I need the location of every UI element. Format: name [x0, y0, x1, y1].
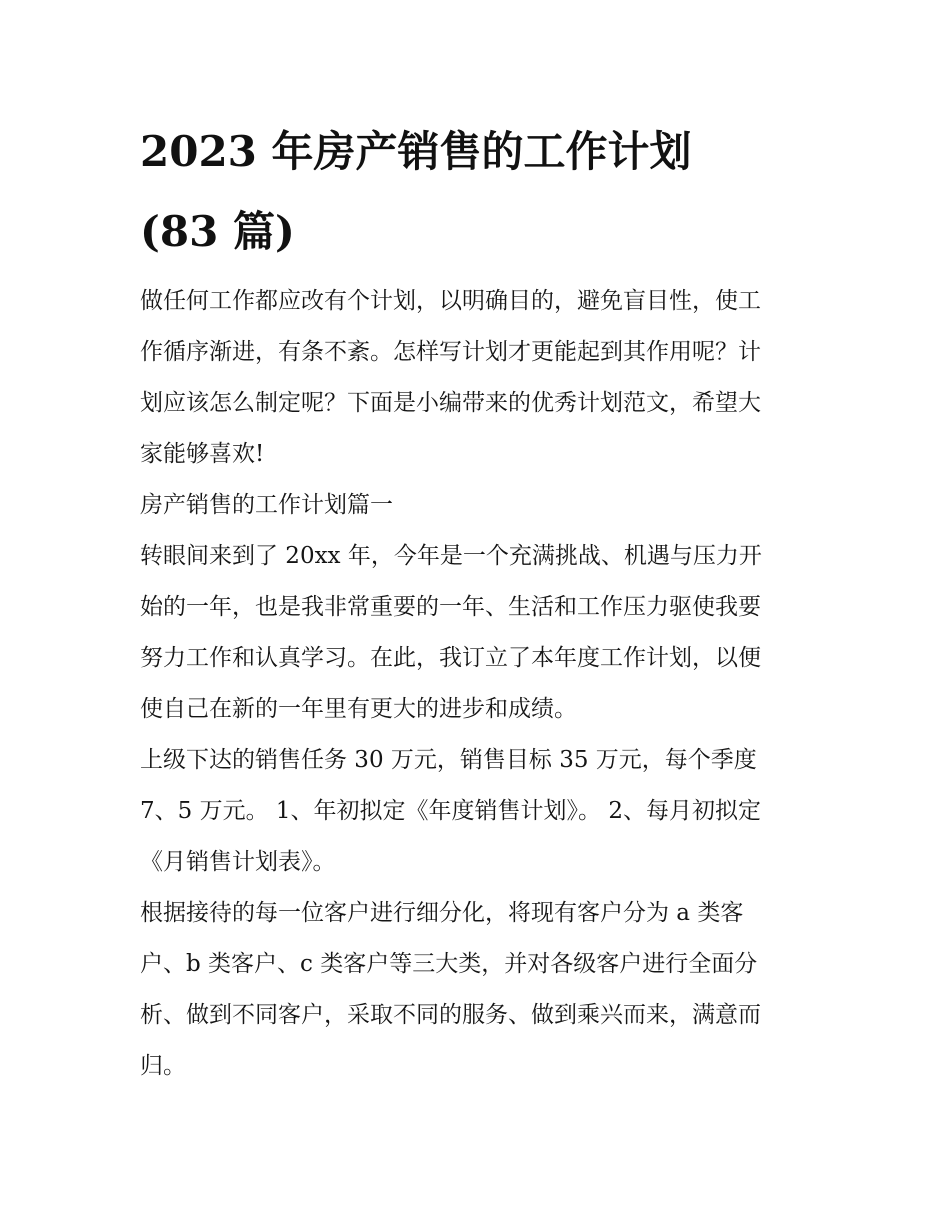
- text-line: 《月销售计划表》。: [140, 849, 336, 875]
- text-line: 上级下达的销售任务 30 万元，销售目标 35 万元，每个季度: [140, 747, 757, 773]
- paragraph-2: [140, 735, 830, 888]
- title-line: (83 篇): [140, 207, 295, 256]
- text-line: 家能够喜欢!: [140, 441, 265, 467]
- paragraph-3: [140, 888, 830, 1092]
- text-line: 始的一年，也是我非常重要的一年、生活和工作压力驱使我要: [140, 594, 761, 620]
- text-line: 努力工作和认真学习。在此，我订立了本年度工作计划，以便: [140, 645, 761, 671]
- text-line: 根据接待的每一位客户进行细分化，将现有客户分为 a 类客: [140, 900, 744, 926]
- text-line: 划应该怎么制定呢？下面是小编带来的优秀计划范文，希望大: [140, 390, 761, 416]
- page-title: [140, 112, 830, 272]
- text-line: 析、做到不同客户，采取不同的服务、做到乘兴而来，满意而: [140, 1002, 761, 1028]
- section-heading-text: 房产销售的工作计划篇一: [140, 492, 393, 518]
- text-line: 户、b 类客户、c 类客户等三大类，并对各级客户进行全面分: [140, 951, 758, 977]
- section-heading: [140, 480, 830, 531]
- title-line: 2023 年房产销售的工作计划: [140, 127, 692, 176]
- paragraph-1: [140, 531, 830, 735]
- text-line: 归。: [140, 1053, 186, 1079]
- text-line: 做任何工作都应改有个计划，以明确目的，避免盲目性，使工: [140, 288, 761, 314]
- intro-paragraph: [140, 276, 830, 480]
- text-line: 作循序渐进，有条不紊。怎样写计划才更能起到其作用呢？计: [140, 339, 761, 365]
- text-line: 使自己在新的一年里有更大的进步和成绩。: [140, 696, 577, 722]
- text-line: 转眼间来到了 20xx 年，今年是一个充满挑战、机遇与压力开: [140, 543, 762, 569]
- text-line: 7、5 万元。 1、年初拟定《年度销售计划》。 2、每月初拟定: [140, 798, 761, 824]
